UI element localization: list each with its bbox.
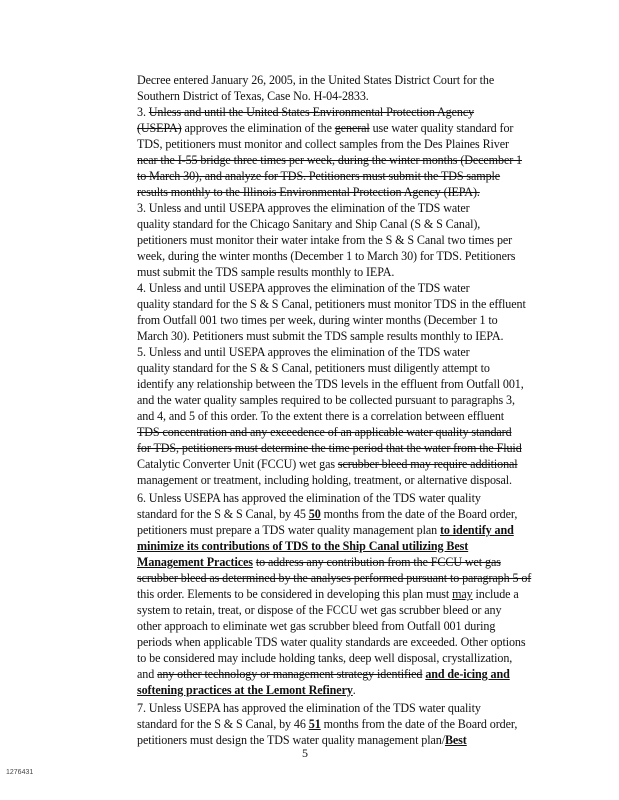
text-line [137, 136, 509, 152]
text-segment: use water quality standard for [369, 121, 514, 135]
text-line [137, 360, 490, 376]
struck-text: general [334, 121, 370, 135]
text-line [137, 280, 470, 296]
text-line [137, 312, 498, 328]
struck-text: for TDS, petitioners must determine the time period that the water from the Fluid [137, 441, 522, 455]
text-line [137, 248, 515, 264]
text-segment: and 4, and 5 of this order. To the extent there is a correlation between effluent [137, 409, 505, 423]
text-segment: March 30). Petitioners must submit the TDS sample results monthly to IEPA. [137, 329, 504, 343]
text-line [137, 490, 481, 506]
text-segment: and [137, 667, 158, 681]
struck-text: to address any contribution from the FCCU wet gas [255, 555, 501, 569]
inserted-text: to identify and [439, 523, 514, 537]
text-segment: quality standard for the S & S Canal, petitioners must monitor TDS in the effluent [137, 297, 526, 311]
text-segment: months from the date of the Board order, [320, 507, 518, 521]
struck-text: scrubber bleed as determined by the analyses performed pursuant to paragraph 5 of [137, 571, 532, 585]
inserted-text: 50 [308, 507, 321, 521]
text-line [137, 506, 517, 522]
text-segment: petitioners must monitor their water intake from the S & S Canal two times per [137, 233, 513, 247]
text-segment: standard for the S & S Canal, by 46 [137, 717, 309, 731]
text-line [137, 264, 394, 280]
inserted-text: minimize its contributions of TDS to the Ship Canal utilizing Best [137, 539, 469, 553]
text-segment: Decree entered January 26, 2005, in the United States District Court for the [137, 73, 495, 87]
text-line [137, 700, 481, 716]
inserted-text: and de-icing and [425, 667, 510, 681]
page-number: 5 [302, 746, 308, 760]
text-segment: . [352, 683, 356, 697]
text-segment: to be considered may include holding tanks, deep well disposal, crystallization, [137, 651, 513, 665]
struck-text: near the I-55 bridge three times per week, during the winter months (December 1 [137, 153, 523, 167]
text-segment: identify any relationship between the TDS levels in the effluent from Outfall 001, [137, 377, 524, 391]
text-segment: petitioners must design the TDS water quality management plan/ [137, 733, 445, 747]
text-line [137, 152, 522, 168]
struck-text: any other technology or management strategy identified [157, 667, 423, 681]
text-line [137, 216, 480, 232]
text-segment: 6. Unless USEPA has approved the elimination of the TDS water quality [137, 491, 481, 505]
text-line [137, 88, 369, 104]
text-segment: petitioners must prepare a TDS water quality management plan [137, 523, 440, 537]
text-segment: week, during the winter months (December 1 to March 30) for TDS. Petitioners [137, 249, 516, 263]
text-line [137, 618, 495, 634]
text-segment: quality standard for the S & S Canal, petitioners must diligently attempt to [137, 361, 490, 375]
text-segment: other approach to eliminate wet gas scrubber bleed from Outfall 001 during [137, 619, 496, 633]
text-segment: 5. Unless and until USEPA approves the elimination of the TDS water [137, 345, 470, 359]
text-line [137, 408, 504, 424]
inserted-text: 51 [308, 717, 321, 731]
text-line [137, 104, 474, 120]
text-line [137, 200, 470, 216]
text-line [137, 392, 515, 408]
text-line [137, 344, 470, 360]
text-line [137, 570, 531, 586]
text-line [137, 168, 500, 184]
text-line [137, 296, 526, 312]
text-segment: approves the elimination of the [181, 121, 335, 135]
struck-text: to March 30), and analyze for TDS. Petitioners must submit the TDS sample [137, 169, 501, 183]
text-segment: standard for the S & S Canal, by 45 [137, 507, 309, 521]
text-segment: must submit the TDS sample results monthly to IEPA. [137, 265, 395, 279]
text-segment: Southern District of Texas, Case No. H-04-2833. [137, 89, 369, 103]
inserted-text: Best [444, 733, 467, 747]
text-line [137, 328, 504, 344]
text-segment: management or treatment, including holding, treatment, or alternative disposal. [137, 473, 512, 487]
text-line [137, 184, 480, 200]
text-line [137, 440, 522, 456]
text-line [137, 120, 513, 136]
text-line [137, 538, 468, 554]
text-line [137, 72, 494, 88]
struck-text: Unless and until the United States Environmental Protection Agency [148, 105, 475, 119]
text-segment: TDS, petitioners must monitor and collect samples from the Des Plaines River [137, 137, 509, 151]
text-segment: 3. Unless and until USEPA approves the elimination of the TDS water [137, 201, 470, 215]
text-line [137, 586, 519, 602]
text-line [137, 602, 501, 618]
text-line [137, 634, 526, 650]
text-line [137, 522, 514, 538]
footer-document-id: 1276431 [6, 769, 34, 776]
text-segment: from Outfall 001 two times per week, during winter months (December 1 to [137, 313, 498, 327]
text-line [137, 554, 501, 570]
text-segment: quality standard for the Chicago Sanitary and Ship Canal (S & S Canal), [137, 217, 481, 231]
text-line [137, 424, 512, 440]
text-segment: this order. Elements to be considered in developing this plan must [137, 587, 453, 601]
struck-text: scrubber bleed may require additional [337, 457, 518, 471]
text-line [137, 666, 510, 682]
text-segment: periods when applicable TDS water quality standards are exceeded. Other options [137, 635, 526, 649]
text-segment: 3. [137, 105, 149, 119]
text-segment: 4. Unless and until USEPA approves the elimination of the TDS water [137, 281, 470, 295]
text-segment: include a [472, 587, 519, 601]
text-segment: system to retain, treat, or dispose of the FCCU wet gas scrubber bleed or any [137, 603, 502, 617]
struck-text: (USEPA) [137, 121, 182, 135]
text-segment: Catalytic Converter Unit (FCCU) wet gas [137, 457, 338, 471]
text-line [137, 716, 517, 732]
text-segment: 7. Unless USEPA has approved the elimination of the TDS water quality [137, 701, 481, 715]
text-segment: months from the date of the Board order, [320, 717, 518, 731]
inserted-text: may [452, 587, 473, 601]
struck-text: results monthly to the Illinois Environmental Protection Agency (IEPA). [137, 185, 480, 199]
struck-text: TDS concentration and any exceedence of an applicable water quality standard [137, 425, 512, 439]
text-segment: and the water quality samples required to be collected pursuant to paragraphs 3, [137, 393, 515, 407]
text-line [137, 650, 512, 666]
inserted-text: softening practices at the Lemont Refinery [137, 683, 353, 697]
text-line [137, 456, 518, 472]
text-line [137, 472, 512, 488]
text-line [137, 376, 524, 392]
text-line [137, 682, 356, 698]
inserted-text: Management Practices [137, 555, 253, 569]
text-line [137, 232, 512, 248]
